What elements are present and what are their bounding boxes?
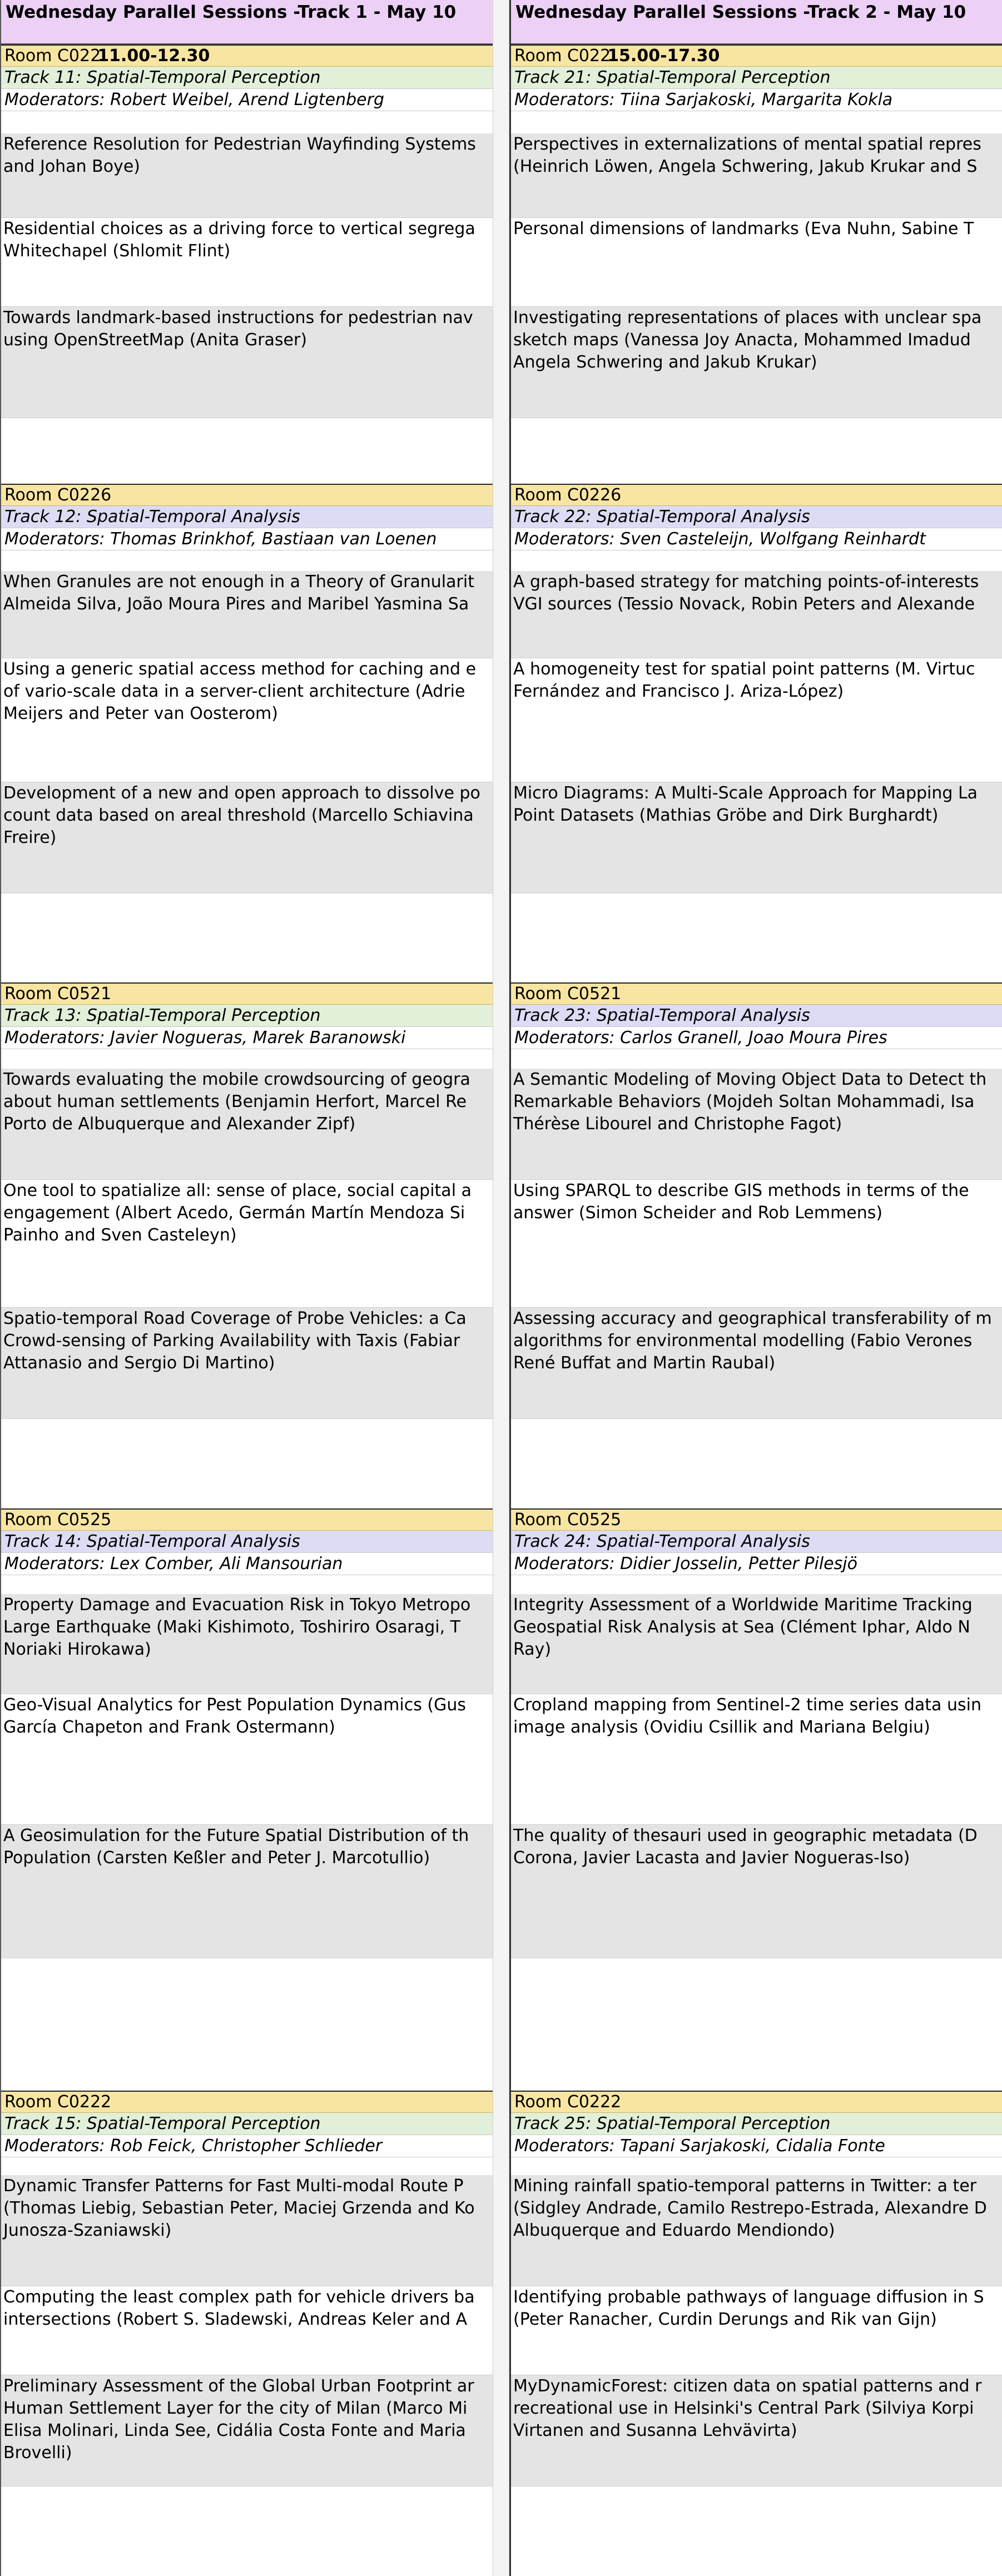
track-title: Track 21: Spatial-Temporal Perception bbox=[511, 67, 1002, 89]
room-header bbox=[1, 485, 494, 506]
moderators: Moderators: Robert Weibel, Arend Ligtenberg bbox=[1, 89, 494, 111]
paper-entry bbox=[1, 1069, 494, 1180]
paper-line: Geo-Visual Analytics for Pest Population Dynamics (Gus bbox=[3, 1695, 466, 1715]
paper-line: Computing the least complex path for vehicle drivers ba bbox=[3, 2287, 475, 2307]
paper-line: Identifying probable pathways of language diffusion in S bbox=[513, 2287, 984, 2307]
room-header bbox=[511, 46, 1002, 67]
paper-entry bbox=[511, 2286, 1002, 2375]
paper-line: using OpenStreetMap (Anita Graser) bbox=[3, 330, 307, 350]
paper-entry bbox=[1, 1180, 494, 1308]
track-title: Track 25: Spatial-Temporal Perception bbox=[511, 2113, 1002, 2135]
paper-line: MyDynamicForest: citizen data on spatial patterns and r bbox=[513, 2376, 982, 2396]
paper-line: Towards landmark-based instructions for pedestrian nav bbox=[3, 308, 473, 327]
paper-entry bbox=[511, 218, 1002, 307]
paper-line: Towards evaluating the mobile crowdsourcing of geogra bbox=[3, 1070, 470, 1089]
paper-line: Meijers and Peter van Oosterom) bbox=[3, 704, 278, 723]
paper-entry bbox=[511, 571, 1002, 658]
session-block bbox=[1, 484, 494, 984]
session-block bbox=[1, 44, 494, 485]
track-title: Track 14: Spatial-Temporal Analysis bbox=[1, 1531, 494, 1553]
paper-line: Reference Resolution for Pedestrian Wayfinding Systems bbox=[3, 135, 476, 154]
session-block bbox=[511, 44, 1002, 485]
paper-line: Investigating representations of places with unclear spa bbox=[513, 308, 982, 327]
column-gutter bbox=[493, 0, 509, 2576]
paper-line: Angela Schwering and Jakub Krukar) bbox=[513, 353, 817, 372]
paper-entry bbox=[511, 782, 1002, 894]
paper-line: Residential choices as a driving force to vertical segrega bbox=[3, 219, 475, 239]
paper-entry bbox=[511, 2175, 1002, 2286]
paper-line: and Johan Boye) bbox=[3, 157, 140, 176]
paper-line: Cropland mapping from Sentinel-2 time series data usin bbox=[513, 1695, 981, 1715]
paper-entry bbox=[1, 782, 494, 894]
room-label: Room C0525 bbox=[4, 1510, 112, 1530]
room-label: Room C0521 bbox=[514, 984, 622, 1004]
paper-line: image analysis (Ovidiu Csillik and Mariana Belgiu) bbox=[513, 1718, 930, 1737]
paper-line: Freire) bbox=[3, 828, 57, 847]
room-header bbox=[1, 46, 494, 67]
paper-line: Property Damage and Evacuation Risk in Tokyo Metropo bbox=[3, 1595, 471, 1615]
paper-line: Micro Diagrams: A Multi-Scale Approach for Mapping La bbox=[513, 783, 978, 803]
session-block bbox=[1, 1508, 494, 2092]
paper-line: One tool to spatialize all: sense of place, social capital a bbox=[3, 1181, 472, 1200]
track-title: Track 11: Spatial-Temporal Perception bbox=[1, 67, 494, 89]
session-block bbox=[511, 484, 1002, 984]
paper-entry bbox=[511, 133, 1002, 218]
paper-line: Development of a new and open approach to dissolve po bbox=[3, 783, 480, 803]
page-title: Wednesday Parallel Sessions -Track 1 - May 10 bbox=[1, 0, 494, 44]
paper-line: count data based on areal threshold (Marcello Schiavina bbox=[3, 806, 474, 825]
moderators: Moderators: Javier Nogueras, Marek Baranowski bbox=[1, 1027, 494, 1049]
room-header bbox=[1, 984, 494, 1005]
paper-line: recreational use in Helsinki's Central Park (Silviya Korpi bbox=[513, 2399, 974, 2418]
paper-entry bbox=[1, 218, 494, 307]
session-time: 15.00-17.30 bbox=[607, 46, 720, 66]
paper-line: Porto de Albuquerque and Alexander Zipf) bbox=[3, 1114, 356, 1134]
track-title: Track 13: Spatial-Temporal Perception bbox=[1, 1005, 494, 1027]
paper-line: Preliminary Assessment of the Global Urban Footprint ar bbox=[3, 2376, 474, 2396]
track-title: Track 12: Spatial-Temporal Analysis bbox=[1, 506, 494, 528]
paper-entry bbox=[511, 307, 1002, 418]
paper-line: Attanasio and Sergio Di Martino) bbox=[3, 1353, 275, 1373]
paper-line: Using SPARQL to describe GIS methods in terms of the bbox=[513, 1181, 969, 1200]
paper-line: Population (Carsten Keßler and Peter J. Marcotullio) bbox=[3, 1848, 430, 1868]
track-1-column bbox=[0, 0, 494, 2576]
paper-line: Virtanen and Susanna Lehvävirta) bbox=[513, 2421, 797, 2440]
paper-entry bbox=[1, 2375, 494, 2486]
paper-entry bbox=[1, 2175, 494, 2286]
paper-line: Junosza-Szaniawski) bbox=[3, 2221, 172, 2240]
room-header bbox=[511, 1510, 1002, 1531]
session-block bbox=[511, 1508, 1002, 2092]
paper-line: intersections (Robert S. Sladewski, Andreas Keler and A bbox=[3, 2310, 468, 2329]
paper-entry bbox=[1, 1694, 494, 1825]
paper-line: René Buffat and Martin Raubal) bbox=[513, 1353, 776, 1373]
paper-line: Thérèse Libourel and Christophe Fagot) bbox=[513, 1114, 842, 1134]
paper-line: The quality of thesauri used in geographic metadata (D bbox=[513, 1826, 978, 1845]
paper-line: Remarkable Behaviors (Mojdeh Soltan Mohammadi, Isa bbox=[513, 1092, 975, 1111]
paper-line: algorithms for environmental modelling (Fabio Verones bbox=[513, 1331, 973, 1351]
moderators: Moderators: Thomas Brinkhof, Bastiaan van Loenen bbox=[1, 528, 494, 550]
paper-entry bbox=[511, 1594, 1002, 1694]
paper-line: A homogeneity test for spatial point patterns (M. Virtuc bbox=[513, 659, 975, 679]
session-time: 11.00-12.30 bbox=[97, 46, 210, 66]
paper-line: (Sidgley Andrade, Camilo Restrepo-Estrada, Alexandre D bbox=[513, 2198, 987, 2218]
moderators: Moderators: Didier Josselin, Petter Pilesjö bbox=[511, 1553, 1002, 1575]
room-label: Room C0226 bbox=[514, 485, 622, 505]
paper-line: about human settlements (Benjamin Herfort, Marcel Re bbox=[3, 1092, 467, 1111]
paper-line: engagement (Albert Acedo, Germán Martín Mendoza Si bbox=[3, 1203, 465, 1223]
paper-line: Crowd-sensing of Parking Availability with Taxis (Fabiar bbox=[3, 1331, 460, 1351]
room-label: Room C022 bbox=[514, 46, 611, 66]
paper-line: Integrity Assessment of a Worldwide Maritime Tracking bbox=[513, 1595, 973, 1615]
paper-line: Fernández and Francisco J. Ariza-López) bbox=[513, 682, 844, 701]
paper-line: of vario-scale data in a server-client architecture (Adrie bbox=[3, 682, 465, 701]
paper-line: (Peter Ranacher, Curdin Derungs and Rik van Gijn) bbox=[513, 2310, 937, 2329]
room-header bbox=[1, 1510, 494, 1531]
room-header bbox=[511, 984, 1002, 1005]
paper-line: Point Datasets (Mathias Gröbe and Dirk Burghardt) bbox=[513, 806, 939, 825]
paper-line: Corona, Javier Lacasta and Javier Nogueras-Iso) bbox=[513, 1848, 910, 1868]
track-title: Track 22: Spatial-Temporal Analysis bbox=[511, 506, 1002, 528]
session-block bbox=[511, 2091, 1002, 2576]
paper-entry bbox=[1, 307, 494, 418]
paper-entry bbox=[1, 1594, 494, 1694]
paper-line: A Geosimulation for the Future Spatial Distribution of th bbox=[3, 1826, 469, 1845]
room-header bbox=[1, 2092, 494, 2113]
paper-line: sketch maps (Vanessa Joy Anacta, Mohammed Imadud bbox=[513, 330, 971, 350]
paper-entry bbox=[511, 2375, 1002, 2486]
paper-line: Elisa Molinari, Linda See, Cidália Costa Fonte and Maria bbox=[3, 2421, 466, 2440]
session-block bbox=[1, 982, 494, 1510]
paper-entry bbox=[511, 1308, 1002, 1419]
moderators: Moderators: Rob Feick, Christopher Schlieder bbox=[1, 2135, 494, 2157]
paper-line: Dynamic Transfer Patterns for Fast Multi-modal Route P bbox=[3, 2176, 464, 2196]
paper-line: VGI sources (Tessio Novack, Robin Peters and Alexande bbox=[513, 594, 975, 614]
paper-line: García Chapeton and Frank Ostermann) bbox=[3, 1718, 335, 1737]
room-label: Room C0226 bbox=[4, 485, 112, 505]
paper-entry bbox=[511, 1069, 1002, 1180]
paper-line: answer (Simon Scheider and Rob Lemmens) bbox=[513, 1203, 883, 1223]
paper-line: (Heinrich Löwen, Angela Schwering, Jakub Krukar and S bbox=[513, 157, 978, 176]
room-header bbox=[511, 485, 1002, 506]
paper-line: Large Earthquake (Maki Kishimoto, Toshiriro Osaragi, T bbox=[3, 1617, 461, 1637]
paper-line: Assessing accuracy and geographical transferability of m bbox=[513, 1309, 992, 1328]
paper-entry bbox=[1, 133, 494, 218]
moderators: Moderators: Lex Comber, Ali Mansourian bbox=[1, 1553, 494, 1575]
moderators: Moderators: Sven Casteleijn, Wolfgang Reinhardt bbox=[511, 528, 1002, 550]
paper-line: Human Settlement Layer for the city of Milan (Marco Mi bbox=[3, 2399, 468, 2418]
session-block bbox=[1, 2091, 494, 2576]
paper-line: Personal dimensions of landmarks (Eva Nuhn, Sabine T bbox=[513, 219, 974, 239]
moderators: Moderators: Carlos Granell, Joao Moura Pires bbox=[511, 1027, 1002, 1049]
paper-line: (Thomas Liebig, Sebastian Peter, Maciej Grzenda and Ko bbox=[3, 2198, 475, 2218]
session-block bbox=[511, 982, 1002, 1510]
moderators: Moderators: Tapani Sarjakoski, Cidalia Fonte bbox=[511, 2135, 1002, 2157]
page-title: Wednesday Parallel Sessions -Track 2 - May 10 bbox=[511, 0, 1002, 44]
paper-line: Painho and Sven Casteleyn) bbox=[3, 1225, 237, 1245]
paper-line: Mining rainfall spatio-temporal patterns in Twitter: a ter bbox=[513, 2176, 977, 2196]
paper-entry bbox=[1, 1308, 494, 1419]
room-label: Room C0222 bbox=[514, 2092, 622, 2112]
paper-entry bbox=[511, 1180, 1002, 1308]
moderators: Moderators: Tiina Sarjakoski, Margarita Kokla bbox=[511, 89, 1002, 111]
paper-entry bbox=[1, 2286, 494, 2375]
paper-line: When Granules are not enough in a Theory of Granularit bbox=[3, 572, 474, 592]
paper-line: Using a generic spatial access method for caching and e bbox=[3, 659, 477, 679]
paper-line: Brovelli) bbox=[3, 2443, 72, 2463]
paper-line: Ray) bbox=[513, 1640, 552, 1659]
room-label: Room C0525 bbox=[514, 1510, 622, 1530]
paper-entry bbox=[1, 571, 494, 658]
room-header bbox=[511, 2092, 1002, 2113]
paper-line: Spatio-temporal Road Coverage of Probe Vehicles: a Ca bbox=[3, 1309, 467, 1328]
paper-line: A graph-based strategy for matching points-of-interests bbox=[513, 572, 979, 592]
paper-line: Perspectives in externalizations of mental spatial repres bbox=[513, 135, 981, 154]
paper-line: A Semantic Modeling of Moving Object Data to Detect th bbox=[513, 1070, 987, 1089]
paper-line: Albuquerque and Eduardo Mendiondo) bbox=[513, 2221, 835, 2240]
room-label: Room C022 bbox=[4, 46, 101, 66]
paper-entry bbox=[511, 1825, 1002, 1958]
paper-entry bbox=[1, 658, 494, 782]
track-title: Track 24: Spatial-Temporal Analysis bbox=[511, 1531, 1002, 1553]
paper-entry bbox=[1, 1825, 494, 1958]
track-title: Track 23: Spatial-Temporal Analysis bbox=[511, 1005, 1002, 1027]
paper-line: Almeida Silva, João Moura Pires and Maribel Yasmina Sa bbox=[3, 594, 469, 614]
paper-entry bbox=[511, 1694, 1002, 1825]
paper-line: Whitechapel (Shlomit Flint) bbox=[3, 241, 231, 261]
paper-entry bbox=[511, 658, 1002, 782]
track-title: Track 15: Spatial-Temporal Perception bbox=[1, 2113, 494, 2135]
track-2-column bbox=[509, 0, 1002, 2576]
paper-line: Noriaki Hirokawa) bbox=[3, 1640, 151, 1659]
room-label: Room C0222 bbox=[4, 2092, 112, 2112]
room-label: Room C0521 bbox=[4, 984, 112, 1004]
paper-line: Geospatial Risk Analysis at Sea (Clément Iphar, Aldo N bbox=[513, 1617, 970, 1637]
